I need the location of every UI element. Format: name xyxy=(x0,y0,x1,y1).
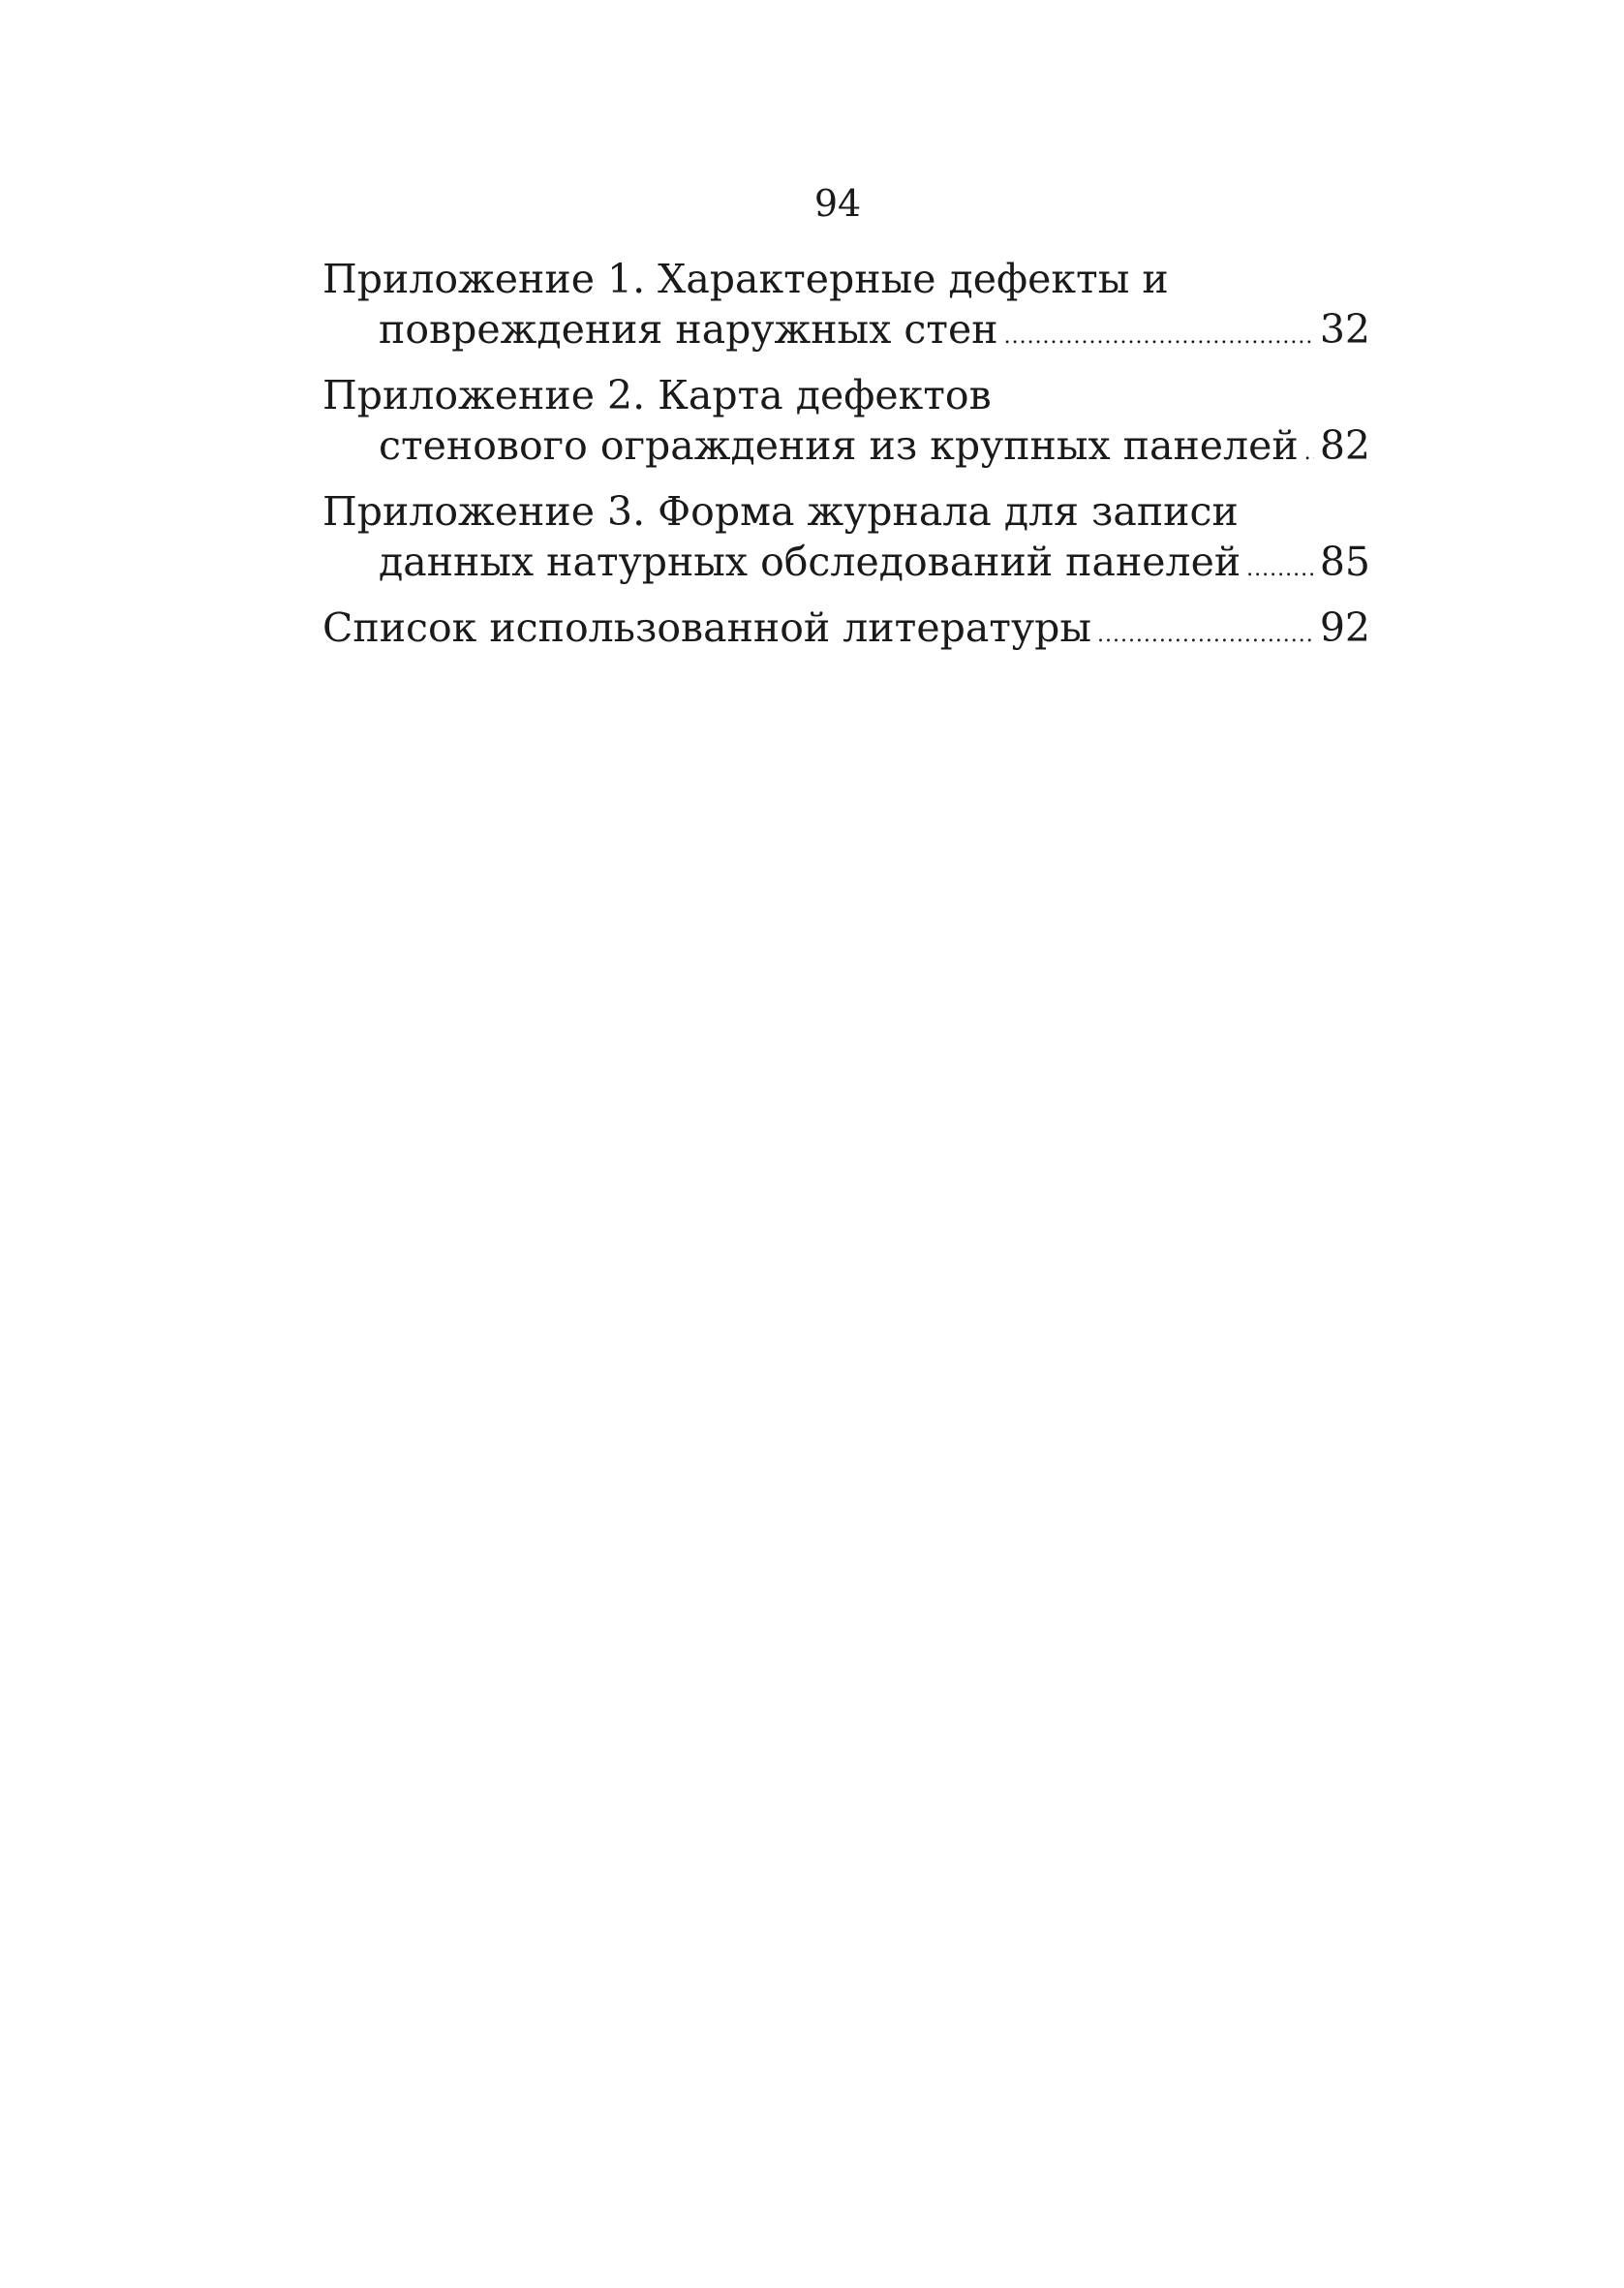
dot-leader xyxy=(1246,544,1314,595)
page-number: 94 xyxy=(813,182,862,225)
toc-entry-title: Приложение 2. Карта дефектов xyxy=(322,372,992,418)
toc-entry-text: Список использованной литературы xyxy=(322,604,1091,651)
toc-entry-title: Приложение 1. Характерные дефекты и xyxy=(322,256,1169,302)
toc-entry-text: стенового ограждения из крупных панелей xyxy=(379,422,1299,469)
toc-entry-title xyxy=(322,603,1370,661)
toc-entry-appendix-1 xyxy=(322,254,1370,362)
toc-entry-text: данных натурных обследований панелей xyxy=(379,539,1241,585)
table-of-contents xyxy=(322,254,1370,668)
toc-page-ref: 32 xyxy=(1319,306,1370,353)
toc-entry-continuation xyxy=(322,420,1370,479)
toc-entry-bibliography xyxy=(322,603,1370,661)
toc-page-ref: 85 xyxy=(1319,539,1370,585)
toc-entry-continuation xyxy=(322,537,1370,595)
toc-page-ref: 92 xyxy=(1319,604,1370,651)
dot-leader xyxy=(1004,312,1314,362)
toc-page-ref: 82 xyxy=(1319,422,1370,469)
toc-entry-continuation xyxy=(322,304,1370,362)
dot-leader xyxy=(1304,428,1314,479)
toc-entry-title: Приложение 3. Форма журнала для записи xyxy=(322,488,1239,535)
toc-entry-appendix-2 xyxy=(322,370,1370,479)
toc-entry-text: повреждения наружных стен xyxy=(379,306,998,353)
dot-leader xyxy=(1097,610,1314,661)
toc-entry-appendix-3 xyxy=(322,486,1370,595)
